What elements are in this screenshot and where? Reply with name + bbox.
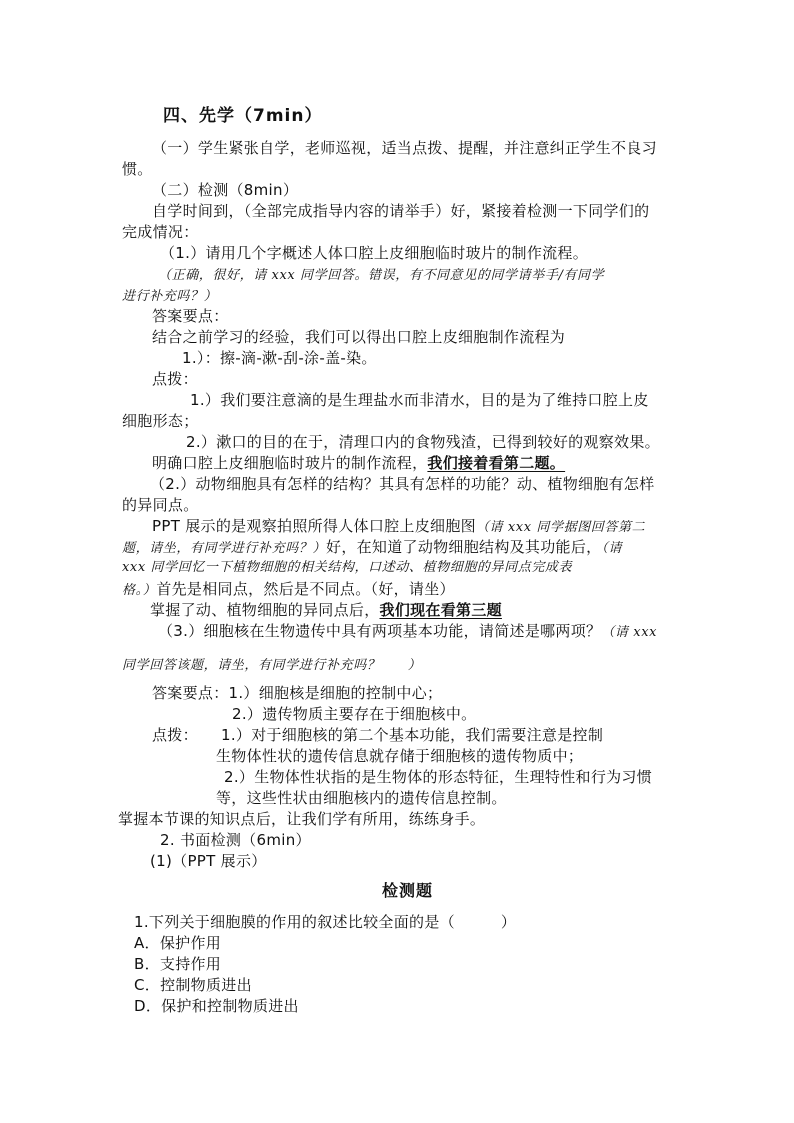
paragraph-self-study-line2: 惯。 xyxy=(122,160,153,178)
tip-2: 2.）漱口的目的在于，清理口内的食物残渣，已得到较好的观察效果。 xyxy=(186,433,660,451)
question-3-text: （3.）细胞核在生物遗传中具有两项基本功能，请简述是哪两项？ xyxy=(158,622,602,640)
ppt-line2-text: 好，在知道了动物细胞结构及其功能后， xyxy=(326,538,602,556)
answer2-line1: 答案要点：1.）细胞核是细胞的控制中心； xyxy=(152,684,443,702)
transition-1 xyxy=(152,453,565,473)
ppt-paragraph-line4 xyxy=(122,579,455,601)
ppt-line1-note: （请 xxx 同学据图回答第二 xyxy=(475,520,646,535)
tips-label: 点拨： xyxy=(152,370,198,388)
quiz-option-d: D．保护和控制物质进出 xyxy=(134,997,299,1015)
tips2-line1: 点拨： 1.）对于细胞核的第二个基本功能，我们需要注意是控制 xyxy=(152,726,604,744)
answer-label: 答案要点： xyxy=(152,307,229,325)
tip-1-line2: 细胞形态； xyxy=(122,412,199,430)
quiz-title: 检测题 xyxy=(382,881,434,900)
transition-2 xyxy=(150,600,502,620)
quiz-option-a: A．保护作用 xyxy=(134,934,222,952)
quiz-option-b: B．支持作用 xyxy=(134,955,222,973)
question-3 xyxy=(158,621,657,643)
summary: 掌握本节课的知识点后，让我们学有所用，练练身手。 xyxy=(118,810,486,828)
transition-1-text: 明确口腔上皮细胞临时玻片的制作流程， xyxy=(152,454,428,472)
ppt-line4-text: 首先是相同点，然后是不同点。（好，请坐） xyxy=(156,580,455,598)
transition-2-emphasis: 我们现在看第三题 xyxy=(379,601,502,619)
question-3-note: 同学回答该题，请坐，有同学进行补充吗？ ） xyxy=(122,658,422,673)
paragraph-self-study-line1: （一）学生紧张自学，老师巡视，适当点拨、提醒，并注意纠正学生不良习 xyxy=(152,139,657,157)
ppt-paragraph-line3: xxx 同学回忆一下植物细胞的相关结构，口述动、植物细胞的异同点完成表 xyxy=(122,560,573,575)
quiz-option-c: C．控制物质进出 xyxy=(134,976,252,994)
written-test-heading: 2. 书面检测（6min） xyxy=(160,831,311,849)
ppt-line1-text: PPT 展示的是观察拍照所得人体口腔上皮细胞图 xyxy=(152,517,476,535)
transition-1-emphasis: 我们接着看第二题。 xyxy=(427,454,566,472)
section-heading: 四、先学（7min） xyxy=(163,106,323,126)
tips2-line2: 生物体性状的遗传信息就存储于细胞核的遗传物质中； xyxy=(216,747,584,765)
ppt-show: (1)（PPT 展示） xyxy=(150,852,267,870)
ppt-line4-note: 格。） xyxy=(122,583,157,598)
ppt-line2-note-start: （请 xyxy=(601,541,623,556)
transition-2-text: 掌握了动、植物细胞的异同点后， xyxy=(150,601,380,619)
answer-intro: 结合之前学习的经验，我们可以得出口腔上皮细胞制作流程为 xyxy=(152,328,566,346)
ppt-paragraph-line2 xyxy=(122,537,622,559)
question-1-note-line1: （正确，很好，请 xxx 同学回答。错误，有不同意见的同学请举手/有同学 xyxy=(158,268,605,283)
question-1: （1.）请用几个字概述人体口腔上皮细胞临时玻片的制作流程。 xyxy=(160,244,589,262)
ppt-line2-note: 题，请坐，有同学进行补充吗？） xyxy=(122,541,327,556)
answer2-line2: 2.）遗传物质主要存在于细胞核中。 xyxy=(232,705,477,723)
tips2-line4: 等，这些性状由细胞核内的遗传信息控制。 xyxy=(216,789,507,807)
question-2-line1: （2.）动物细胞具有怎样的结构？其具有怎样的功能？动、植物细胞有怎样 xyxy=(150,475,655,493)
question-3-note-start: （请 xxx xyxy=(601,625,658,640)
quiz-question: 1.下列关于细胞膜的作用的叙述比较全面的是（ ） xyxy=(134,913,517,931)
question-1-note-line2: 进行补充吗？） xyxy=(122,289,218,304)
tip-1-line1: 1.）我们要注意滴的是生理盐水而非清水，目的是为了维持口腔上皮 xyxy=(190,391,649,409)
paragraph-check-heading: （二）检测（8min） xyxy=(152,181,299,199)
paragraph-intro-line2: 完成情况： xyxy=(122,223,199,241)
ppt-paragraph-line1 xyxy=(152,516,645,538)
paragraph-intro-line1: 自学时间到，（全部完成指导内容的请举手）好，紧接着检测一下同学们的 xyxy=(152,202,650,220)
tips2-line3: 2.）生物体性状指的是生物体的形态特征，生理特性和行为习惯 xyxy=(224,768,653,786)
answer-steps: 1.）：擦-滴-漱-刮-涂-盖-染。 xyxy=(182,349,377,367)
question-2-line2: 的异同点。 xyxy=(122,496,199,514)
